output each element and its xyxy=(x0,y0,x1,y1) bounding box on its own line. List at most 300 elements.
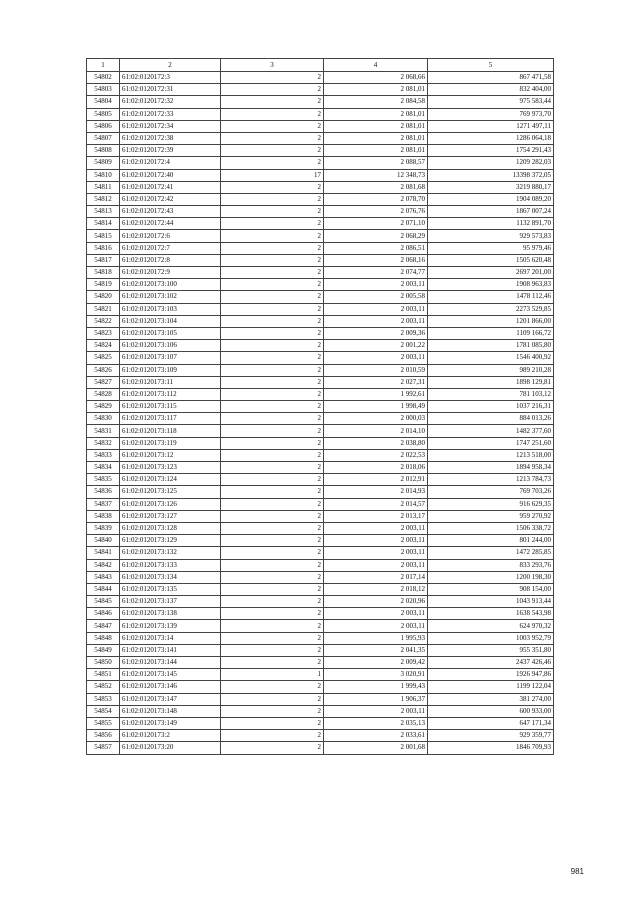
table-row xyxy=(87,449,554,461)
value-cell: 1200 198,30 xyxy=(428,571,554,583)
count-cell: 2 xyxy=(221,315,324,327)
area-cell: 2 003,11 xyxy=(324,559,428,571)
count-cell: 2 xyxy=(221,108,324,120)
cadastral-number-cell: 61:02:0120173:123 xyxy=(120,462,221,474)
cadastral-number-cell: 61:02:0120173:109 xyxy=(120,364,221,376)
count-cell: 2 xyxy=(221,632,324,644)
row-number-cell: 54828 xyxy=(87,388,120,400)
value-cell: 1505 620,48 xyxy=(428,254,554,266)
area-cell: 2 014,57 xyxy=(324,498,428,510)
value-cell: 1898 129,81 xyxy=(428,376,554,388)
value-cell: 2437 426,46 xyxy=(428,657,554,669)
table-row xyxy=(87,96,554,108)
cadastral-number-cell: 61:02:0120173:103 xyxy=(120,303,221,315)
row-number-cell: 54841 xyxy=(87,547,120,559)
count-cell: 2 xyxy=(221,608,324,620)
cadastral-number-cell: 61:02:0120173:102 xyxy=(120,291,221,303)
count-cell: 2 xyxy=(221,84,324,96)
cadastral-number-cell: 61:02:0120173:20 xyxy=(120,742,221,754)
row-number-cell: 54849 xyxy=(87,644,120,656)
cadastral-number-cell: 61:02:0120173:132 xyxy=(120,547,221,559)
cadastral-number-cell: 61:02:0120172:42 xyxy=(120,193,221,205)
cadastral-number-cell: 61:02:0120173:128 xyxy=(120,522,221,534)
table-row xyxy=(87,169,554,181)
value-cell: 1003 952,79 xyxy=(428,632,554,644)
area-cell: 2 003,11 xyxy=(324,547,428,559)
cadastral-number-cell: 61:02:0120173:117 xyxy=(120,413,221,425)
cadastral-number-cell: 61:02:0120173:148 xyxy=(120,705,221,717)
cadastral-number-cell: 61:02:0120172:39 xyxy=(120,145,221,157)
cadastral-number-cell: 61:02:0120173:135 xyxy=(120,583,221,595)
row-number-cell: 54802 xyxy=(87,72,120,84)
value-cell: 1472 285,85 xyxy=(428,547,554,559)
value-cell: 1109 166,72 xyxy=(428,327,554,339)
value-cell: 1213 784,73 xyxy=(428,474,554,486)
area-cell: 2 041,35 xyxy=(324,644,428,656)
area-cell: 2 003,11 xyxy=(324,522,428,534)
table-row xyxy=(87,181,554,193)
value-cell: 908 154,00 xyxy=(428,583,554,595)
value-cell: 1867 007,24 xyxy=(428,206,554,218)
count-cell: 1 xyxy=(221,669,324,681)
count-cell: 2 xyxy=(221,157,324,169)
page-number: 981 xyxy=(570,867,584,876)
count-cell: 2 xyxy=(221,449,324,461)
table-row xyxy=(87,742,554,754)
area-cell: 2 068,16 xyxy=(324,254,428,266)
area-cell: 2 000,03 xyxy=(324,413,428,425)
area-cell: 2 005,58 xyxy=(324,291,428,303)
count-cell: 2 xyxy=(221,193,324,205)
area-cell: 2 020,96 xyxy=(324,596,428,608)
area-cell: 2 001,68 xyxy=(324,742,428,754)
value-cell: 624 970,32 xyxy=(428,620,554,632)
table-row xyxy=(87,583,554,595)
cadastral-number-cell: 61:02:0120173:147 xyxy=(120,693,221,705)
cadastral-number-cell: 61:02:0120173:100 xyxy=(120,279,221,291)
cadastral-number-cell: 61:02:0120173:134 xyxy=(120,571,221,583)
table-row xyxy=(87,120,554,132)
count-cell: 17 xyxy=(221,169,324,181)
area-cell: 2 078,70 xyxy=(324,193,428,205)
area-cell: 2 009,42 xyxy=(324,657,428,669)
value-cell: 1286 064,18 xyxy=(428,132,554,144)
cadastral-number-cell: 61:02:0120173:127 xyxy=(120,510,221,522)
row-number-cell: 54836 xyxy=(87,486,120,498)
table-row xyxy=(87,522,554,534)
value-cell: 929 359,77 xyxy=(428,730,554,742)
table-row xyxy=(87,730,554,742)
value-cell: 1209 282,03 xyxy=(428,157,554,169)
value-cell: 801 244,00 xyxy=(428,535,554,547)
table-row xyxy=(87,474,554,486)
count-cell: 2 xyxy=(221,681,324,693)
value-cell: 1271 497,11 xyxy=(428,120,554,132)
value-cell: 1482 377,60 xyxy=(428,425,554,437)
cadastral-number-cell: 61:02:0120172:41 xyxy=(120,181,221,193)
area-cell: 3 020,91 xyxy=(324,669,428,681)
value-cell: 1201 866,00 xyxy=(428,315,554,327)
table-row xyxy=(87,644,554,656)
area-cell: 2 035,13 xyxy=(324,717,428,729)
row-number-cell: 54844 xyxy=(87,583,120,595)
table-row xyxy=(87,401,554,413)
column-header-4: 4 xyxy=(324,59,428,72)
row-number-cell: 54843 xyxy=(87,571,120,583)
cadastral-number-cell: 61:02:0120173:145 xyxy=(120,669,221,681)
table-row xyxy=(87,242,554,254)
row-number-cell: 54850 xyxy=(87,657,120,669)
table-row xyxy=(87,315,554,327)
row-number-cell: 54837 xyxy=(87,498,120,510)
value-cell: 13398 372,05 xyxy=(428,169,554,181)
cadastral-number-cell: 61:02:0120172:6 xyxy=(120,230,221,242)
value-cell: 1908 963,83 xyxy=(428,279,554,291)
count-cell: 2 xyxy=(221,462,324,474)
table-row xyxy=(87,620,554,632)
value-cell: 2697 201,00 xyxy=(428,267,554,279)
value-cell: 1754 291,43 xyxy=(428,145,554,157)
value-cell: 1546 400,92 xyxy=(428,352,554,364)
table-row xyxy=(87,693,554,705)
row-number-cell: 54838 xyxy=(87,510,120,522)
count-cell: 2 xyxy=(221,620,324,632)
table-row xyxy=(87,206,554,218)
cadastral-number-cell: 61:02:0120173:107 xyxy=(120,352,221,364)
table-row xyxy=(87,376,554,388)
table-row xyxy=(87,571,554,583)
table-row xyxy=(87,157,554,169)
count-cell: 2 xyxy=(221,657,324,669)
count-cell: 2 xyxy=(221,486,324,498)
table-row xyxy=(87,705,554,717)
table-row xyxy=(87,717,554,729)
value-cell: 781 103,12 xyxy=(428,388,554,400)
count-cell: 2 xyxy=(221,218,324,230)
cadastral-number-cell: 61:02:0120172:34 xyxy=(120,120,221,132)
table-row xyxy=(87,596,554,608)
value-cell: 832 404,00 xyxy=(428,84,554,96)
cadastral-number-cell: 61:02:0120173:137 xyxy=(120,596,221,608)
row-number-cell: 54817 xyxy=(87,254,120,266)
column-header-1: 1 xyxy=(87,59,120,72)
count-cell: 2 xyxy=(221,559,324,571)
row-number-cell: 54812 xyxy=(87,193,120,205)
table-row xyxy=(87,218,554,230)
cadastral-number-cell: 61:02:0120172:7 xyxy=(120,242,221,254)
value-cell: 1781 085,80 xyxy=(428,340,554,352)
row-number-cell: 54834 xyxy=(87,462,120,474)
value-cell: 1132 891,70 xyxy=(428,218,554,230)
count-cell: 2 xyxy=(221,717,324,729)
cadastral-number-cell: 61:02:0120173:118 xyxy=(120,425,221,437)
count-cell: 2 xyxy=(221,96,324,108)
column-header-5: 5 xyxy=(428,59,554,72)
cadastral-number-cell: 61:02:0120173:141 xyxy=(120,644,221,656)
cadastral-number-cell: 61:02:0120172:40 xyxy=(120,169,221,181)
cadastral-number-cell: 61:02:0120173:133 xyxy=(120,559,221,571)
count-cell: 2 xyxy=(221,535,324,547)
area-cell: 1 906,37 xyxy=(324,693,428,705)
row-number-cell: 54855 xyxy=(87,717,120,729)
cadastral-number-cell: 61:02:0120173:119 xyxy=(120,437,221,449)
area-cell: 2 013,17 xyxy=(324,510,428,522)
area-cell: 2 001,22 xyxy=(324,340,428,352)
table-row xyxy=(87,145,554,157)
count-cell: 2 xyxy=(221,254,324,266)
table-row xyxy=(87,498,554,510)
value-cell: 959 270,92 xyxy=(428,510,554,522)
table-row xyxy=(87,632,554,644)
table-row xyxy=(87,535,554,547)
value-cell: 769 703,26 xyxy=(428,486,554,498)
count-cell: 2 xyxy=(221,522,324,534)
count-cell: 2 xyxy=(221,474,324,486)
count-cell: 2 xyxy=(221,120,324,132)
table-row xyxy=(87,510,554,522)
value-cell: 647 171,34 xyxy=(428,717,554,729)
area-cell: 2 076,76 xyxy=(324,206,428,218)
value-cell: 1638 543,98 xyxy=(428,608,554,620)
cadastral-number-cell: 61:02:0120172:9 xyxy=(120,267,221,279)
area-cell: 2 081,01 xyxy=(324,120,428,132)
count-cell: 2 xyxy=(221,498,324,510)
count-cell: 2 xyxy=(221,72,324,84)
row-number-cell: 54835 xyxy=(87,474,120,486)
cadastral-number-cell: 61:02:0120173:144 xyxy=(120,657,221,669)
table-row xyxy=(87,193,554,205)
cadastral-number-cell: 61:02:0120173:14 xyxy=(120,632,221,644)
count-cell: 2 xyxy=(221,230,324,242)
column-header-3: 3 xyxy=(221,59,324,72)
count-cell: 2 xyxy=(221,742,324,754)
row-number-cell: 54822 xyxy=(87,315,120,327)
area-cell: 2 033,61 xyxy=(324,730,428,742)
count-cell: 2 xyxy=(221,730,324,742)
cadastral-number-cell: 61:02:0120173:139 xyxy=(120,620,221,632)
value-cell: 1846 709,93 xyxy=(428,742,554,754)
area-cell: 2 068,29 xyxy=(324,230,428,242)
value-cell: 955 351,80 xyxy=(428,644,554,656)
table-row xyxy=(87,364,554,376)
table-row xyxy=(87,669,554,681)
cadastral-number-cell: 61:02:0120173:2 xyxy=(120,730,221,742)
area-cell: 2 003,11 xyxy=(324,608,428,620)
count-cell: 2 xyxy=(221,279,324,291)
area-cell: 2 014,93 xyxy=(324,486,428,498)
count-cell: 2 xyxy=(221,327,324,339)
count-cell: 2 xyxy=(221,437,324,449)
cadastral-number-cell: 61:02:0120172:3 xyxy=(120,72,221,84)
row-number-cell: 54848 xyxy=(87,632,120,644)
area-cell: 2 081,68 xyxy=(324,181,428,193)
row-number-cell: 54832 xyxy=(87,437,120,449)
row-number-cell: 54840 xyxy=(87,535,120,547)
table-row xyxy=(87,413,554,425)
count-cell: 2 xyxy=(221,291,324,303)
value-cell: 1894 958,34 xyxy=(428,462,554,474)
area-cell: 2 003,11 xyxy=(324,535,428,547)
value-cell: 1037 216,31 xyxy=(428,401,554,413)
area-cell: 2 003,11 xyxy=(324,303,428,315)
cadastral-number-cell: 61:02:0120172:33 xyxy=(120,108,221,120)
count-cell: 2 xyxy=(221,583,324,595)
row-number-cell: 54816 xyxy=(87,242,120,254)
cadastral-number-cell: 61:02:0120172:31 xyxy=(120,84,221,96)
value-cell: 867 471,58 xyxy=(428,72,554,84)
count-cell: 2 xyxy=(221,303,324,315)
count-cell: 2 xyxy=(221,132,324,144)
area-cell: 2 018,12 xyxy=(324,583,428,595)
table-row xyxy=(87,559,554,571)
cadastral-number-cell: 61:02:0120173:104 xyxy=(120,315,221,327)
row-number-cell: 54839 xyxy=(87,522,120,534)
area-cell: 2 003,11 xyxy=(324,705,428,717)
row-number-cell: 54809 xyxy=(87,157,120,169)
row-number-cell: 54819 xyxy=(87,279,120,291)
area-cell: 2 009,36 xyxy=(324,327,428,339)
cadastral-number-cell: 61:02:0120172:43 xyxy=(120,206,221,218)
area-cell: 2 071,10 xyxy=(324,218,428,230)
area-cell: 2 003,11 xyxy=(324,620,428,632)
table-row xyxy=(87,388,554,400)
table-row xyxy=(87,327,554,339)
area-cell: 1 999,43 xyxy=(324,681,428,693)
row-number-cell: 54830 xyxy=(87,413,120,425)
row-number-cell: 54820 xyxy=(87,291,120,303)
table-row xyxy=(87,291,554,303)
count-cell: 2 xyxy=(221,425,324,437)
count-cell: 2 xyxy=(221,510,324,522)
area-cell: 1 998,49 xyxy=(324,401,428,413)
count-cell: 2 xyxy=(221,547,324,559)
count-cell: 2 xyxy=(221,340,324,352)
row-number-cell: 54854 xyxy=(87,705,120,717)
area-cell: 2 027,31 xyxy=(324,376,428,388)
area-cell: 2 081,01 xyxy=(324,132,428,144)
table-row xyxy=(87,72,554,84)
table-row xyxy=(87,608,554,620)
value-cell: 929 573,83 xyxy=(428,230,554,242)
row-number-cell: 54845 xyxy=(87,596,120,608)
cadastral-number-cell: 61:02:0120173:149 xyxy=(120,717,221,729)
area-cell: 2 010,59 xyxy=(324,364,428,376)
table-row xyxy=(87,108,554,120)
table-row xyxy=(87,303,554,315)
count-cell: 2 xyxy=(221,571,324,583)
row-number-cell: 54810 xyxy=(87,169,120,181)
count-cell: 2 xyxy=(221,206,324,218)
count-cell: 2 xyxy=(221,705,324,717)
count-cell: 2 xyxy=(221,364,324,376)
value-cell: 1478 112,46 xyxy=(428,291,554,303)
value-cell: 989 210,28 xyxy=(428,364,554,376)
cadastral-number-cell: 61:02:0120173:106 xyxy=(120,340,221,352)
area-cell: 12 348,73 xyxy=(324,169,428,181)
row-number-cell: 54814 xyxy=(87,218,120,230)
value-cell: 1213 518,00 xyxy=(428,449,554,461)
table-row xyxy=(87,84,554,96)
value-cell: 1747 251,60 xyxy=(428,437,554,449)
value-cell: 381 274,00 xyxy=(428,693,554,705)
area-cell: 2 014,10 xyxy=(324,425,428,437)
row-number-cell: 54853 xyxy=(87,693,120,705)
area-cell: 2 022,53 xyxy=(324,449,428,461)
area-cell: 2 081,01 xyxy=(324,108,428,120)
table-row xyxy=(87,681,554,693)
cadastral-number-cell: 61:02:0120173:105 xyxy=(120,327,221,339)
row-number-cell: 54818 xyxy=(87,267,120,279)
row-number-cell: 54846 xyxy=(87,608,120,620)
row-number-cell: 54813 xyxy=(87,206,120,218)
table-row xyxy=(87,437,554,449)
area-cell: 1 992,61 xyxy=(324,388,428,400)
cadastral-number-cell: 61:02:0120173:115 xyxy=(120,401,221,413)
area-cell: 2 017,14 xyxy=(324,571,428,583)
cadastral-number-cell: 61:02:0120173:12 xyxy=(120,449,221,461)
row-number-cell: 54803 xyxy=(87,84,120,96)
cadastral-number-cell: 61:02:0120173:138 xyxy=(120,608,221,620)
row-number-cell: 54857 xyxy=(87,742,120,754)
row-number-cell: 54807 xyxy=(87,132,120,144)
row-number-cell: 54825 xyxy=(87,352,120,364)
table-row xyxy=(87,132,554,144)
table-row xyxy=(87,547,554,559)
count-cell: 2 xyxy=(221,388,324,400)
area-cell: 2 018,06 xyxy=(324,462,428,474)
table-row xyxy=(87,425,554,437)
cadastral-number-cell: 61:02:0120173:112 xyxy=(120,388,221,400)
area-cell: 2 003,11 xyxy=(324,315,428,327)
row-number-cell: 54852 xyxy=(87,681,120,693)
count-cell: 2 xyxy=(221,401,324,413)
table-row xyxy=(87,657,554,669)
value-cell: 1199 122,04 xyxy=(428,681,554,693)
register-table xyxy=(86,58,554,755)
value-cell: 975 583,44 xyxy=(428,96,554,108)
table-row xyxy=(87,462,554,474)
area-cell: 2 003,11 xyxy=(324,279,428,291)
area-cell: 1 995,93 xyxy=(324,632,428,644)
value-cell: 884 013,26 xyxy=(428,413,554,425)
area-cell: 2 068,66 xyxy=(324,72,428,84)
row-number-cell: 54851 xyxy=(87,669,120,681)
count-cell: 2 xyxy=(221,267,324,279)
row-number-cell: 54833 xyxy=(87,449,120,461)
table-row xyxy=(87,279,554,291)
cadastral-number-cell: 61:02:0120173:126 xyxy=(120,498,221,510)
row-number-cell: 54842 xyxy=(87,559,120,571)
value-cell: 600 933,00 xyxy=(428,705,554,717)
row-number-cell: 54808 xyxy=(87,145,120,157)
cadastral-number-cell: 61:02:0120172:44 xyxy=(120,218,221,230)
row-number-cell: 54829 xyxy=(87,401,120,413)
value-cell: 916 629,35 xyxy=(428,498,554,510)
row-number-cell: 54826 xyxy=(87,364,120,376)
cadastral-number-cell: 61:02:0120172:4 xyxy=(120,157,221,169)
value-cell: 1926 947,86 xyxy=(428,669,554,681)
row-number-cell: 54823 xyxy=(87,327,120,339)
value-cell: 2273 529,85 xyxy=(428,303,554,315)
table-row xyxy=(87,352,554,364)
cadastral-number-cell: 61:02:0120172:38 xyxy=(120,132,221,144)
table-row xyxy=(87,486,554,498)
count-cell: 2 xyxy=(221,352,324,364)
count-cell: 2 xyxy=(221,693,324,705)
value-cell: 1043 913,44 xyxy=(428,596,554,608)
row-number-cell: 54805 xyxy=(87,108,120,120)
count-cell: 2 xyxy=(221,145,324,157)
